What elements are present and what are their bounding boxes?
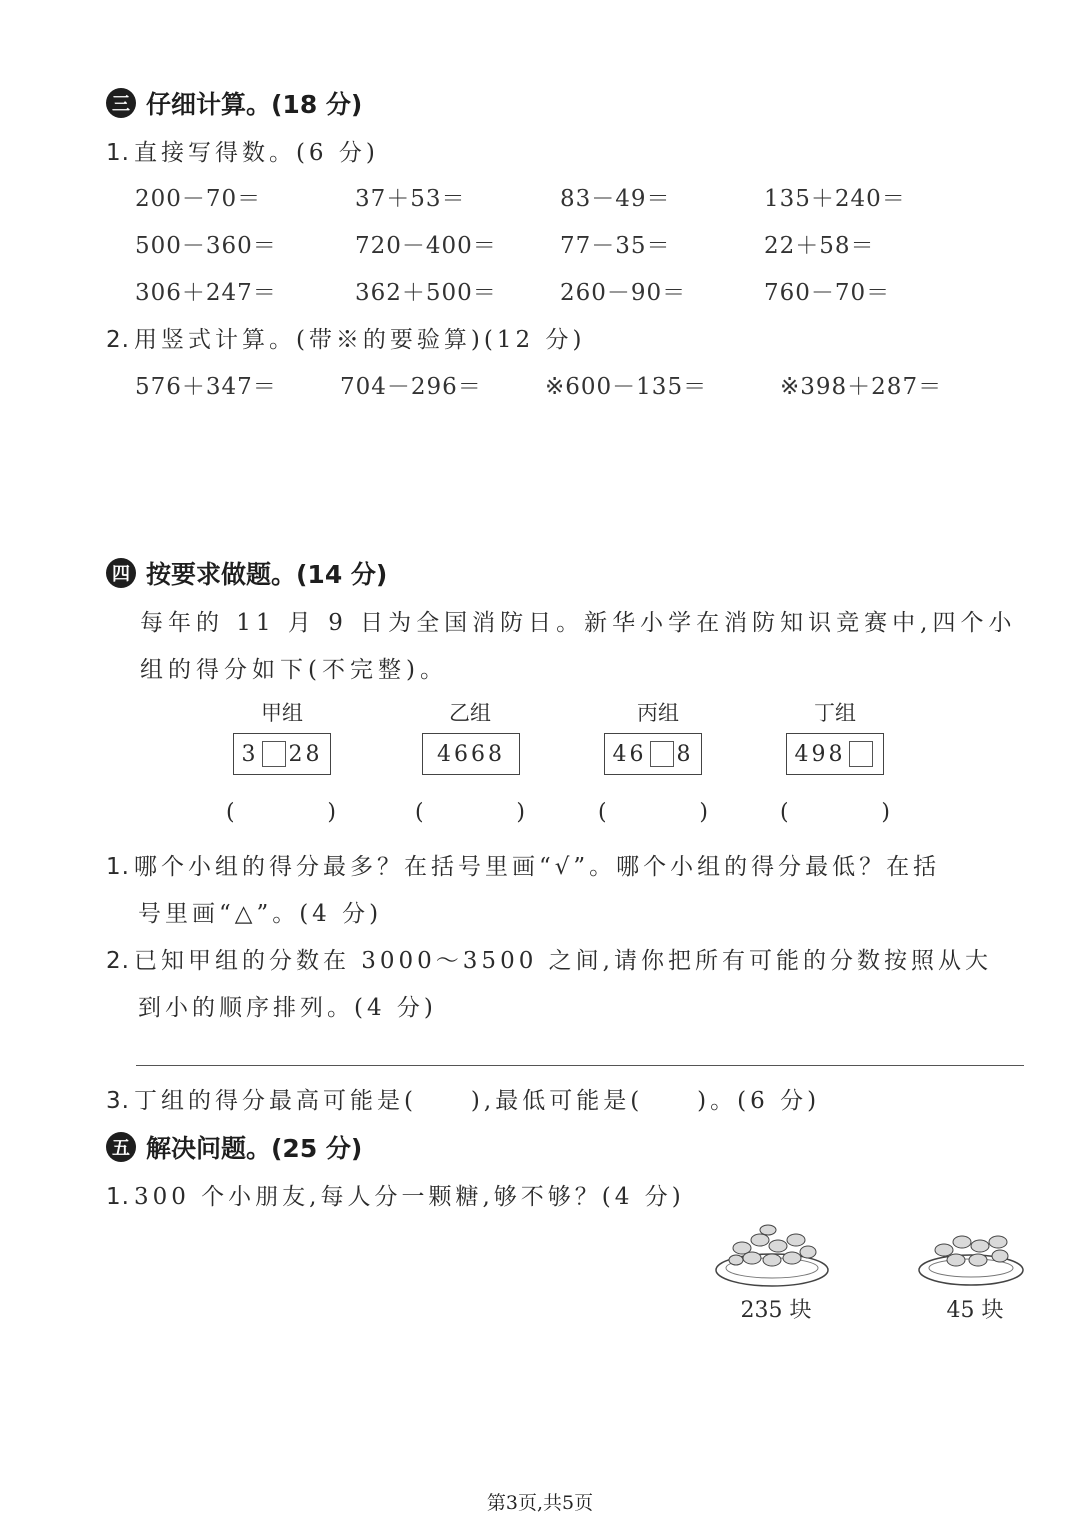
s3-q1-equation: 77－35＝	[560, 233, 671, 259]
group-jia-score: 3 28	[233, 733, 331, 775]
s3-q2-item-4: ※398＋287＝	[780, 374, 943, 400]
s4-question-2-line-2: 到小的顺序排列。(4 分)	[138, 995, 437, 1021]
s3-q1-equation: 135＋240＝	[764, 186, 906, 212]
answer-paren-bing[interactable]: ( )	[598, 800, 708, 825]
s4-question-2-line-1: 2. 已知甲组的分数在 3000～3500 之间,请你把所有可能的分数按照从大	[106, 948, 992, 974]
group-ding-name: 丁组	[814, 701, 856, 725]
digit-blank[interactable]	[849, 741, 873, 767]
group-bing-name: 丙组	[637, 701, 679, 725]
digit-blank[interactable]	[650, 741, 674, 767]
s3-q1-equation: 260－90＝	[560, 280, 687, 306]
candy-label-1: 235 块	[740, 1298, 812, 1323]
group-bing-score: 46 8	[604, 733, 702, 775]
s4-question-1-line-1: 1. 哪个小组的得分最多？在括号里画“√”。哪个小组的得分最低？在括	[106, 854, 941, 880]
s3-q1-equation: 37＋53＝	[355, 186, 466, 212]
section-5-title-text: 解决问题。(25 分)	[146, 1134, 363, 1163]
section-5-title	[106, 1129, 362, 1165]
s4-intro-line-1: 每年的 11 月 9 日为全国消防日。新华小学在消防知识竞赛中,四个小	[140, 610, 1017, 636]
group-jia-name: 甲组	[261, 701, 303, 725]
section-3-badge: 三	[106, 88, 136, 118]
section-5-badge: 五	[106, 1132, 136, 1162]
group-ding-score: 498	[786, 733, 884, 775]
s3-q1-equation: 306＋247＝	[135, 280, 277, 306]
section-3-title	[106, 85, 362, 121]
s4-question-1-line-2: 号里画“△”。(4 分)	[138, 901, 383, 927]
s3-question-2: 2. 用竖式计算。(带※的要验算)(12 分)	[106, 327, 586, 353]
candy-plate-icon	[916, 1220, 1026, 1288]
s3-q1-equation: 760－70＝	[764, 280, 891, 306]
s3-q1-equation: 22＋58＝	[764, 233, 875, 259]
s3-q2-item-2: 704－296＝	[340, 374, 482, 400]
answer-paren-ding[interactable]: ( )	[780, 800, 890, 825]
s3-q1-equation: 362＋500＝	[355, 280, 497, 306]
s3-q2-item-1: 576＋347＝	[135, 374, 277, 400]
s3-q1-equation: 200－70＝	[135, 186, 262, 212]
s3-question-1: 1. 直接写得数。(6 分)	[106, 140, 379, 166]
answer-paren-jia[interactable]: ( )	[226, 800, 336, 825]
candy-label-2: 45 块	[946, 1298, 1004, 1323]
candy-plate-icon	[712, 1218, 832, 1290]
s5-question-1: 1. 300 个小朋友,每人分一颗糖,够不够？(4 分)	[106, 1184, 685, 1210]
section-4-title	[106, 555, 387, 591]
answer-paren-yi[interactable]: ( )	[415, 800, 525, 825]
s4-question-3: 3. 丁组的得分最高可能是( ),最低可能是( )。(6 分)	[106, 1088, 821, 1114]
section-4-title-text: 按要求做题。(14 分)	[146, 560, 388, 589]
group-yi-score: 4668	[422, 733, 520, 775]
s3-q1-equation: 83－49＝	[560, 186, 671, 212]
page-footer: 第3页,共5页	[486, 1492, 594, 1514]
s4-intro-line-2: 组的得分如下(不完整)。	[140, 657, 448, 683]
s3-q1-equation: 500－360＝	[135, 233, 277, 259]
group-yi-name: 乙组	[449, 701, 491, 725]
section-4-badge: 四	[106, 558, 136, 588]
section-3-title-text: 仔细计算。(18 分)	[146, 90, 363, 119]
s3-q2-item-3: ※600－135＝	[545, 374, 708, 400]
digit-blank[interactable]	[262, 741, 286, 767]
s3-q1-equation: 720－400＝	[355, 233, 497, 259]
answer-line[interactable]	[136, 1065, 1024, 1066]
